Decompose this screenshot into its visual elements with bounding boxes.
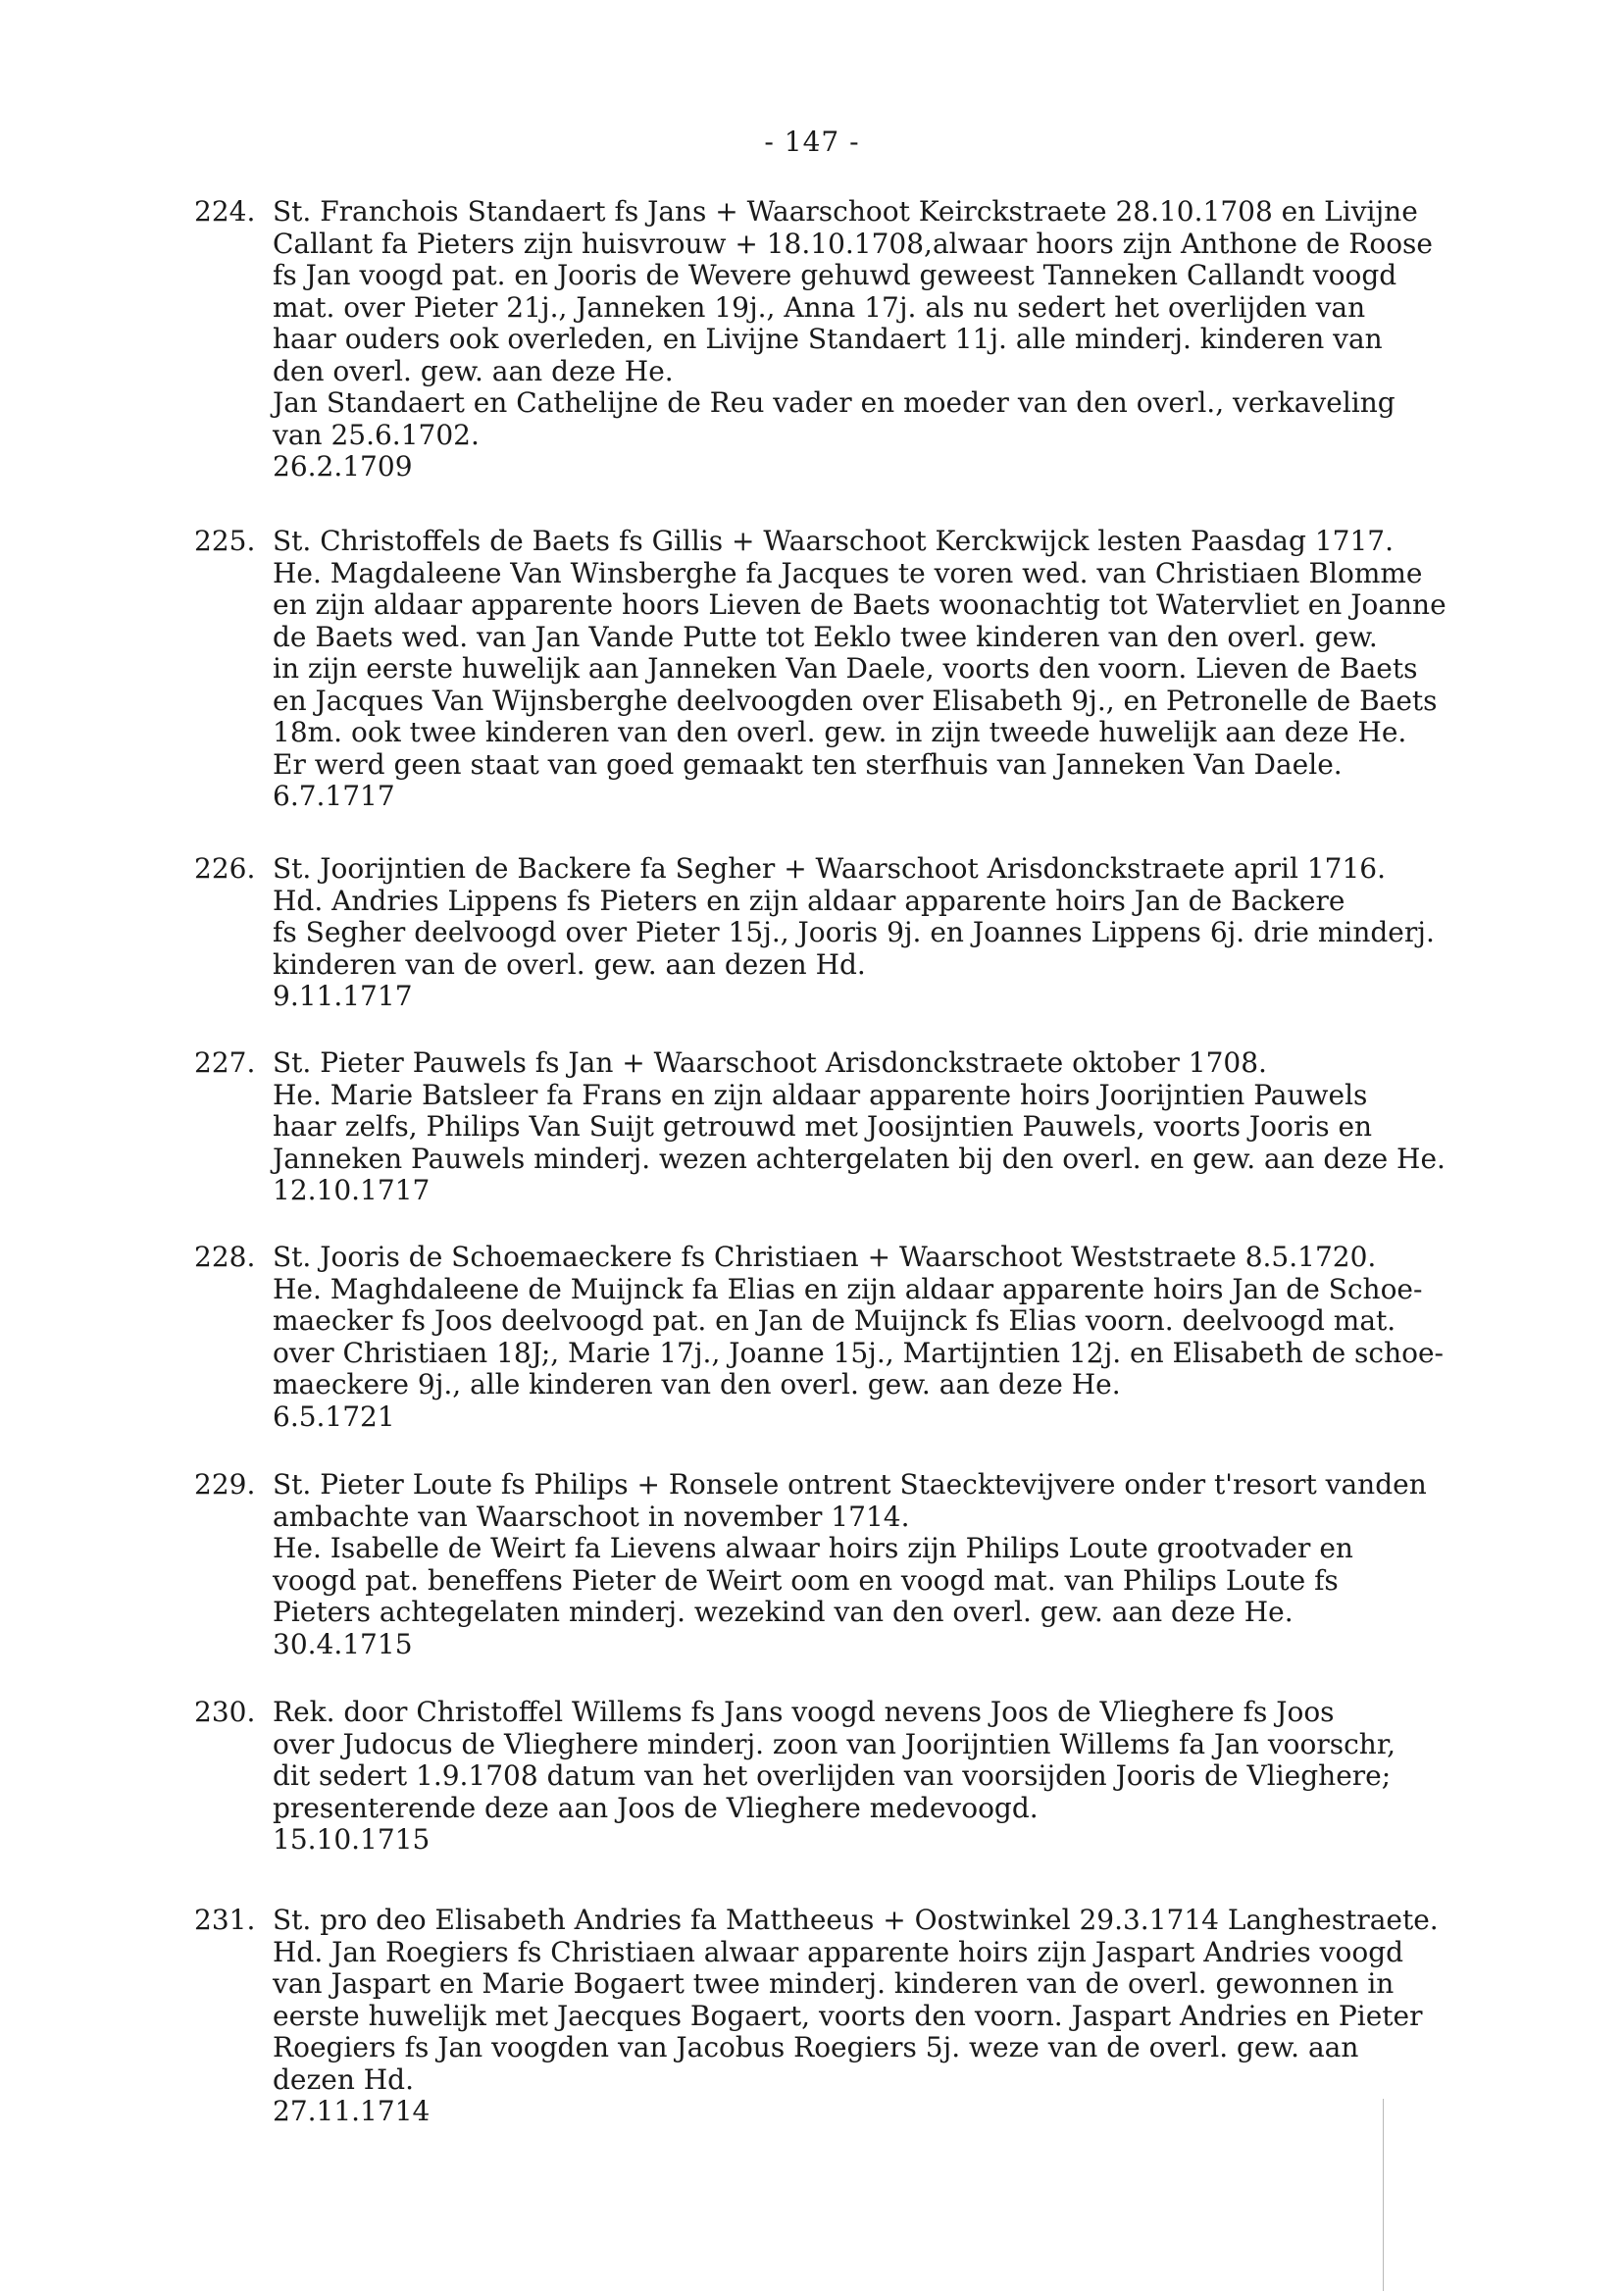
entry-date: 6.5.1721 — [273, 1400, 395, 1433]
entry-230 — [194, 1697, 1577, 1857]
entry-text: St. pro deo Elisabeth Andries fa Mattheeus + Oostwinkel 29.3.1714 Langhestraete. Hd. Jan Roegiers fs Christiaen alwaar apparente hoirs zijn Jaspart Andries voogd van Jaspart en Marie Bogaert twee minderj. kinderen van de overl. gewonnen in eerste huwelijk met Jaecques Bogaert, voorts den voorn. Jaspart Andries en Pieter Roegiers fs Jan voogden van Jacobus Roegiers 5j. weze van de overl. gew. aan dezen Hd. — [273, 1904, 1439, 2096]
entry-text: Rek. door Christoffel Willems fs Jans voogd nevens Joos de Vlieghere fs Joos over Judocus de Vlieghere minderj. zoon van Joorijntien Willems fa Jan voorschr, dit sedert 1.9.1708 datum van het overlijden van voorsijden Jooris de Vlieghere; presenterende deze aan Joos de Vlieghere medevoogd. — [273, 1696, 1396, 1824]
entry-number: 231. — [194, 1904, 256, 1936]
entry-226 — [194, 853, 1577, 1013]
page-number: - 147 - — [764, 126, 860, 158]
entry-text: St. Joorijntien de Backere fa Segher + Waarschoot Arisdonckstraete april 1716. Hd. Andries Lippens fs Pieters en zijn aldaar apparente hoirs Jan de Backere fs Segher deelvoogd over Pieter 15j., Jooris 9j. en Joannes Lippens 6j. drie minderj. kinderen van de overl. gew. aan dezen Hd. — [273, 852, 1435, 981]
entry-number: 226. — [194, 852, 256, 885]
entry-227 — [194, 1047, 1577, 1207]
entry-text: St. Jooris de Schoemaeckere fs Christiaen + Waarschoot Weststraete 8.5.1720. He. Maghdaleene de Muijnck fa Elias en zijn aldaar apparente hoirs Jan de Schoe- maecker fs Joos deelvoogd pat. en Jan de Muijnck fs Elias voorn. deelvoogd mat. over Christiaen 18J;, Marie 17j., Joanne 15j., Martijntien 12j. en Elisabeth de schoe- maeckere 9j., alle kinderen van den overl. gew. aan deze He. — [273, 1241, 1445, 1400]
entry-text: St. Pieter Pauwels fs Jan + Waarschoot Arisdonckstraete oktober 1708. He. Marie Batsleer fa Frans en zijn aldaar apparente hoirs Joorijntien Pauwels haar zelfs, Philips Van Suijt getrouwd met Joosijntien Pauwels, voorts Jooris en Janneken Pauwels minderj. wezen achtergelaten bij den overl. en gew. aan deze He. — [273, 1046, 1446, 1175]
entry-text: St. Christoffels de Baets fs Gillis + Waarschoot Kerckwijck lesten Paasdag 1717. He. Magdaleene Van Winsberghe fa Jacques te voren wed. van Christiaen Blomme en zijn aldaar apparente hoors Lieven de Baets woonachtig tot Watervliet en Joanne de Baets wed. van Jan Vande Putte tot Eeklo twee kinderen van den overl. gew. in zijn eerste huwelijk aan Janneken Van Daele, voorts den voorn. Lieven de Baets en Jacques Van Wijnsberghe deelvoogden over Elisabeth 9j., en Petronelle de Baets 18m. ook twee kinderen van den overl. gew. in zijn tweede huwelijk aan deze He. Er werd geen staat van goed gemaakt ten sterfhuis van Janneken Van Daele. — [273, 525, 1446, 781]
entry-number: 227. — [194, 1046, 256, 1079]
entry-date: 12.10.1717 — [273, 1174, 431, 1206]
entry-number: 229. — [194, 1468, 256, 1501]
entry-text: St. Pieter Loute fs Philips + Ronsele ontrent Staecktevijvere onder t'resort vanden ambachte van Waarschoot in november 1714. He. Isabelle de Weirt fa Lievens alwaar hoirs zijn Philips Loute grootvader en voogd pat. beneffens Pieter de Weirt oom en voogd mat. van Philips Loute fs Pieters achtegelaten minderj. wezekind van den overl. gew. aan deze He. — [273, 1468, 1427, 1628]
entry-number: 225. — [194, 525, 256, 557]
scan-margin-line — [1383, 2099, 1384, 2291]
entry-228 — [194, 1242, 1577, 1433]
entry-date: 27.11.1714 — [273, 2095, 431, 2127]
entry-231 — [194, 1905, 1577, 2128]
entry-224 — [194, 196, 1577, 484]
entry-date: 30.4.1715 — [273, 1627, 413, 1660]
entry-229 — [194, 1469, 1577, 1660]
entry-date: 6.7.1717 — [273, 780, 395, 812]
entry-number: 230. — [194, 1696, 256, 1728]
entry-number: 224. — [194, 195, 256, 228]
entry-text: St. Franchois Standaert fs Jans + Waarschoot Keirckstraete 28.10.1708 en Livijne Callant fa Pieters zijn huisvrouw + 18.10.1708,alwaar hoors zijn Anthone de Roose fs Jan voogd pat. en Jooris de Wevere gehuwd geweest Tanneken Callandt voogd mat. over Pieter 21j., Janneken 19j., Anna 17j. als nu sedert het overlijden van haar ouders ook overleden, en Livijne Standaert 11j. alle minderj. kinderen van den overl. gew. aan deze He. Jan Standaert en Cathelijne de Reu vader en moeder van den overl., verkaveling van 25.6.1702. — [273, 195, 1433, 451]
entry-number: 228. — [194, 1241, 256, 1273]
entry-date: 9.11.1717 — [273, 980, 413, 1012]
entry-date: 15.10.1715 — [273, 1823, 431, 1856]
entry-date: 26.2.1709 — [273, 450, 413, 483]
entry-225 — [194, 526, 1577, 813]
